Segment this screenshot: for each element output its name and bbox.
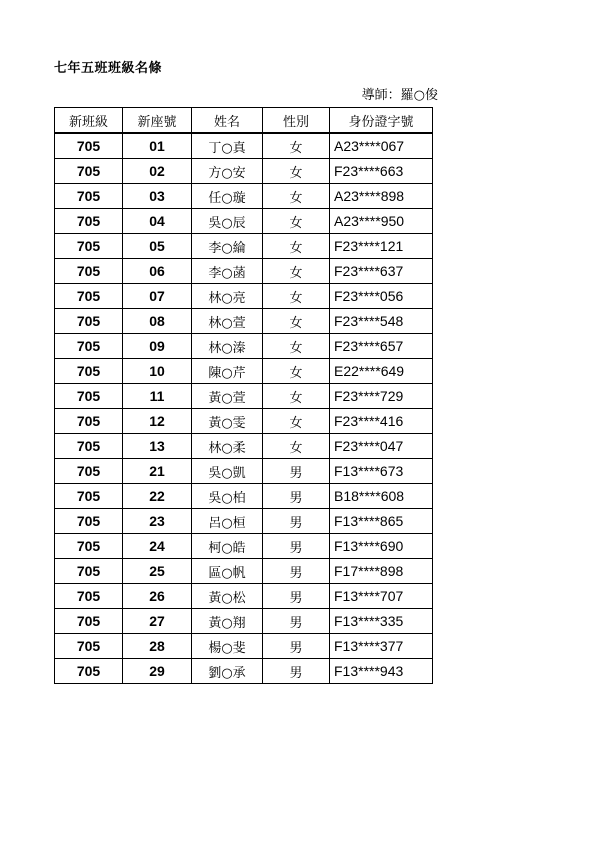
cell-class: 705 [55,509,123,534]
table-row [55,659,433,684]
cell-name: 區○帆 [192,559,263,584]
cell-seat: 26 [123,584,192,609]
roster-table [54,107,433,684]
table-row [55,159,433,184]
cell-gender: 男 [263,559,330,584]
cell-id: F23****657 [330,334,433,359]
cell-name: 吳○辰 [192,209,263,234]
cell-name: 陳○芹 [192,359,263,384]
cell-id: F23****548 [330,309,433,334]
header-seat: 新座號 [123,108,192,134]
cell-gender: 女 [263,184,330,209]
cell-seat: 12 [123,409,192,434]
table-row [55,184,433,209]
cell-name: 吳○凱 [192,459,263,484]
cell-class: 705 [55,384,123,409]
cell-gender: 女 [263,284,330,309]
cell-name: 黃○松 [192,584,263,609]
cell-gender: 男 [263,584,330,609]
cell-gender: 女 [263,259,330,284]
table-header-row [55,108,433,134]
cell-seat: 03 [123,184,192,209]
cell-seat: 11 [123,384,192,409]
cell-class: 705 [55,634,123,659]
cell-id: A23****950 [330,209,433,234]
cell-gender: 女 [263,309,330,334]
cell-seat: 01 [123,133,192,159]
cell-id: F13****673 [330,459,433,484]
table-row [55,259,433,284]
table-row [55,609,433,634]
teacher-label: 導師：羅○俊 [361,88,438,103]
table-row [55,534,433,559]
cell-id: F13****335 [330,609,433,634]
cell-seat: 06 [123,259,192,284]
cell-id: A23****067 [330,133,433,159]
table-row [55,384,433,409]
cell-seat: 22 [123,484,192,509]
cell-seat: 25 [123,559,192,584]
table-row [55,209,433,234]
cell-name: 黃○雯 [192,409,263,434]
document-title: 七年五班班級名條 [54,61,163,76]
cell-seat: 07 [123,284,192,309]
cell-class: 705 [55,459,123,484]
cell-gender: 女 [263,159,330,184]
cell-seat: 13 [123,434,192,459]
table-row [55,133,433,159]
table-row [55,234,433,259]
cell-gender: 男 [263,509,330,534]
cell-class: 705 [55,309,123,334]
cell-gender: 男 [263,459,330,484]
cell-class: 705 [55,559,123,584]
cell-gender: 男 [263,659,330,684]
cell-class: 705 [55,234,123,259]
cell-name: 林○萱 [192,309,263,334]
cell-gender: 男 [263,609,330,634]
cell-class: 705 [55,209,123,234]
cell-name: 楊○斐 [192,634,263,659]
cell-seat: 29 [123,659,192,684]
cell-name: 李○綸 [192,234,263,259]
cell-name: 黃○萱 [192,384,263,409]
cell-gender: 女 [263,234,330,259]
table-row [55,459,433,484]
cell-name: 丁○真 [192,133,263,159]
cell-gender: 女 [263,133,330,159]
table-row [55,284,433,309]
cell-seat: 23 [123,509,192,534]
cell-class: 705 [55,534,123,559]
cell-name: 劉○承 [192,659,263,684]
cell-seat: 04 [123,209,192,234]
table-row [55,434,433,459]
cell-id: F23****729 [330,384,433,409]
cell-class: 705 [55,284,123,309]
cell-seat: 27 [123,609,192,634]
cell-gender: 男 [263,484,330,509]
cell-gender: 女 [263,359,330,384]
cell-gender: 女 [263,384,330,409]
cell-class: 705 [55,484,123,509]
table-row [55,509,433,534]
cell-id: F23****047 [330,434,433,459]
cell-class: 705 [55,409,123,434]
cell-class: 705 [55,184,123,209]
cell-seat: 28 [123,634,192,659]
cell-seat: 10 [123,359,192,384]
table-row [55,359,433,384]
cell-id: F23****663 [330,159,433,184]
cell-id: F13****377 [330,634,433,659]
cell-gender: 男 [263,534,330,559]
table-row [55,334,433,359]
cell-name: 方○安 [192,159,263,184]
cell-class: 705 [55,334,123,359]
cell-name: 吳○柏 [192,484,263,509]
cell-seat: 05 [123,234,192,259]
cell-name: 呂○桓 [192,509,263,534]
table-body [55,133,433,684]
cell-class: 705 [55,359,123,384]
cell-id: F13****943 [330,659,433,684]
cell-name: 李○菡 [192,259,263,284]
table-row [55,584,433,609]
cell-name: 林○溱 [192,334,263,359]
header-name: 姓名 [192,108,263,134]
cell-class: 705 [55,159,123,184]
cell-seat: 02 [123,159,192,184]
cell-seat: 21 [123,459,192,484]
cell-name: 任○璇 [192,184,263,209]
cell-gender: 女 [263,334,330,359]
cell-name: 黃○翔 [192,609,263,634]
cell-name: 柯○皓 [192,534,263,559]
table-row [55,559,433,584]
cell-id: F23****637 [330,259,433,284]
cell-gender: 男 [263,634,330,659]
cell-seat: 09 [123,334,192,359]
table-row [55,309,433,334]
cell-seat: 24 [123,534,192,559]
cell-class: 705 [55,609,123,634]
cell-id: F13****865 [330,509,433,534]
cell-id: E22****649 [330,359,433,384]
table-row [55,634,433,659]
cell-id: F23****121 [330,234,433,259]
cell-name: 林○亮 [192,284,263,309]
cell-class: 705 [55,659,123,684]
header-id: 身份證字號 [330,108,433,134]
cell-class: 705 [55,584,123,609]
cell-id: F13****707 [330,584,433,609]
header-class: 新班級 [55,108,123,134]
cell-class: 705 [55,259,123,284]
cell-id: F17****898 [330,559,433,584]
cell-id: A23****898 [330,184,433,209]
cell-id: F23****416 [330,409,433,434]
table-row [55,409,433,434]
header-gender: 性別 [263,108,330,134]
cell-gender: 女 [263,434,330,459]
cell-class: 705 [55,133,123,159]
cell-gender: 女 [263,209,330,234]
cell-id: B18****608 [330,484,433,509]
cell-name: 林○柔 [192,434,263,459]
cell-seat: 08 [123,309,192,334]
cell-gender: 女 [263,409,330,434]
cell-class: 705 [55,434,123,459]
cell-id: F23****056 [330,284,433,309]
table-row [55,484,433,509]
cell-id: F13****690 [330,534,433,559]
